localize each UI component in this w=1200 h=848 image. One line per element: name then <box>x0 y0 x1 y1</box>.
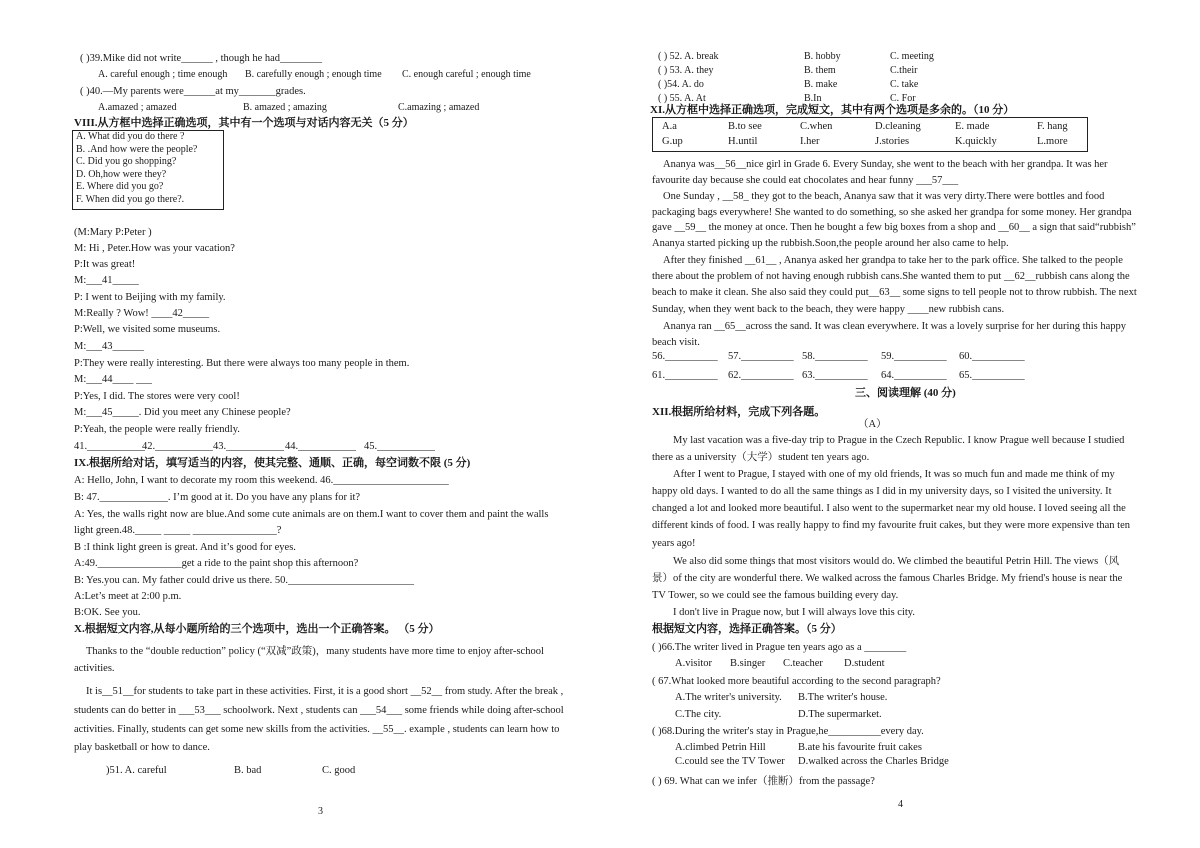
fill-line: B:OK. See you. <box>74 607 141 618</box>
fill-line[interactable]: light green.48._____ _____ ________________? <box>74 525 282 536</box>
cloze-line: It is__51__for students to take part in these activities. First, it is a good short __52__ from study. After the break , <box>86 686 564 697</box>
answer-blank-63[interactable]: 63.__________ <box>802 370 868 381</box>
word-box-option: D.cleaning <box>875 121 921 132</box>
dialogue-line: P:Yeah, the people were really friendly. <box>74 424 240 435</box>
q66-option[interactable]: A.visitor <box>675 658 713 669</box>
answer-blank-45[interactable]: 45.___________ <box>364 441 435 452</box>
q51-option-b[interactable]: B. bad <box>234 765 262 776</box>
q52-option-c[interactable]: C. meeting <box>890 51 934 62</box>
passage-11-line: One Sunday , __58_ they got to the beach, Ananya saw that it was very dirty.There were bottles and food <box>663 191 1105 202</box>
q68-option[interactable]: D.walked across the Charles Bridge <box>798 756 949 767</box>
answer-blank-62[interactable]: 62.__________ <box>728 370 794 381</box>
q54-stem: ( )54. A. do <box>658 79 704 90</box>
word-box-option: I.her <box>800 136 820 147</box>
q66-option[interactable]: B.singer <box>730 658 766 669</box>
passage-11-line: beach to make it clean. She also said they could put__63__ some signs to tell people not to throw rubbish. The next <box>652 287 1137 298</box>
passage-11-line: favourite day because she could eat chocolates and hear funny ___57___ <box>652 175 959 186</box>
answer-blank-64[interactable]: 64.__________ <box>881 370 947 381</box>
q54-option-b[interactable]: B. make <box>804 79 838 90</box>
dialogue-line: M:Really ? Wow! ____42_____ <box>74 308 210 319</box>
word-box-option: B.to see <box>728 121 762 132</box>
q67-stem: ( 67.What looked more beautiful according to the second paragraph? <box>652 676 941 687</box>
answer-blank-57[interactable]: 57.__________ <box>728 351 794 362</box>
dialogue-line: P:It was great! <box>74 259 136 270</box>
q67-option[interactable]: B.The writer's house. <box>798 692 888 703</box>
word-box-option: H.until <box>728 136 758 147</box>
q39-option-c: C. enough careful ; enough time <box>402 69 531 80</box>
cloze-line: students can do better in ___53___ schoolwork. Next , students can ___54___ some friends while doing after-school <box>74 705 564 716</box>
q40-option-a: A.amazed ; amazed <box>98 102 177 113</box>
answer-blank-65[interactable]: 65.__________ <box>959 370 1025 381</box>
fill-line[interactable]: B: Yes.you can. My father could drive us there. 50.________________________ <box>74 575 415 586</box>
page-number-left: 3 <box>318 806 323 817</box>
cloze-line: activities. <box>74 663 115 674</box>
fill-line: B :I think light green is great. And it’s good for eyes. <box>74 542 296 553</box>
dialogue-line: (M:Mary P:Peter ) <box>74 227 152 238</box>
answer-blank-41[interactable]: 41.___________ <box>74 441 145 452</box>
section-8-instruction: VIII.从方框中选择正确选项，其中有一个选项与对话内容无关（5 分） <box>74 117 414 129</box>
q68-stem: ( )68.During the writer's stay in Prague,he__________every day. <box>652 726 924 737</box>
dialogue-line: M: Hi , Peter.How was your vacation? <box>74 243 235 254</box>
q40-option-b: B. amazed ; amazing <box>243 102 327 113</box>
q68-option[interactable]: A.climbed Petrin Hill <box>675 742 766 753</box>
passage-11-line: Ananya ran __65__across the sand. It was clean everywhere. It was a lovely surprise for her during this happy <box>663 321 1127 332</box>
dialogue-line: P:They were really interesting. But there were always too many people in them. <box>74 358 410 369</box>
passage-11-line: Ananya started picking up the rubbish.Soon,the people around her also came to help. <box>652 238 1009 249</box>
q53-option-c[interactable]: C.their <box>890 65 918 76</box>
passage-11-line: there about the problem of not having enough rubbish cans.She wanted them to put __62__rubbish cans along the <box>652 271 1130 282</box>
cloze-line: Thanks to the “double reduction” policy (“双减”政策)，many students have more time to enjoy after-school <box>86 646 544 657</box>
fill-line[interactable]: B: 47._____________. I’m good at it. Do you have any plans for it? <box>74 492 361 503</box>
box8-item-d: D. Oh,how were they? <box>76 168 167 180</box>
q67-option[interactable]: D.The supermarket. <box>798 709 882 720</box>
reading-a-line: years ago! <box>652 538 696 549</box>
dialogue-line: P:Yes, I did. The stores were very cool! <box>74 391 240 402</box>
q51-stem: )51. A. careful <box>106 765 167 776</box>
word-box-option: K.quickly <box>955 136 997 147</box>
word-box-option: E. made <box>955 121 990 132</box>
reading-a-line: different kinds of food. I was really happy to find my favourite fruit cakes, but they were more expensive than ten <box>652 520 1130 531</box>
reading-a-line: there as a university（大学）student ten years ago. <box>652 452 870 463</box>
q52-stem: ( ) 52. A. break <box>658 51 719 62</box>
word-box-option: L.more <box>1037 136 1068 147</box>
reading-a-line: My last vacation was a five-day trip to Prague in the Czech Republic. I know Prague well because I studied <box>673 435 1125 446</box>
box8-item-e: E. Where did you go? <box>76 181 164 192</box>
section-10-instruction: X.根据短文内容,从每小题所给的三个选项中，选出一个正确答案。 （5 分） <box>74 623 440 635</box>
q55-stem: ( ) 55. A. At <box>658 93 706 104</box>
q39-option-a: A. careful enough ; time enough <box>98 69 228 80</box>
reading-instruction: 根据短文内容，选择正确答案。（5 分） <box>652 623 842 635</box>
fill-line[interactable]: A: Hello, John, I want to decorate my room this weekend. 46.______________________ <box>74 475 449 486</box>
box8-item-c: C. Did you go shopping? <box>76 156 177 167</box>
reading-a-line: 景）of the city are wonderful there. We walked across the famous Charles Bridge. My friend's house is near the <box>652 573 1123 584</box>
passage-11-line: Ananya was__56__nice girl in Grade 6. Every Sunday, she went to the beach with her grandpa. It was her <box>663 159 1108 170</box>
word-box-option: C.when <box>800 121 833 132</box>
answer-blank-43[interactable]: 43.___________ <box>213 441 284 452</box>
answer-blank-59[interactable]: 59.__________ <box>881 351 947 362</box>
reading-a-line: changed a lot and looked more beautiful. I also went to the supermarket near my old house. I loved seeing all the <box>652 503 1126 514</box>
dialogue-line: P: I went to Beijing with my family. <box>74 292 226 303</box>
cloze-line: play basketball or how to dance. <box>74 742 210 753</box>
q66-stem: ( )66.The writer lived in Prague ten years ago as a ________ <box>652 642 907 653</box>
answer-blank-42[interactable]: 42.___________ <box>142 441 213 452</box>
page-number-right: 4 <box>898 799 903 810</box>
section-9-instruction: IX.根据所给对话，填写适当的内容，使其完整、通顺、正确，每空词数不限 (5 分) <box>74 457 471 469</box>
passage-11-line: After they finished __61__ , Ananya asked her grandpa to take her to the park office. She talked to the people <box>663 255 1123 266</box>
passage-11-line: gave __59__ the money at once. Then he bought a few big boxes from a shop and __60__ a sign that said“rubbish” <box>652 222 1136 233</box>
answer-blank-58[interactable]: 58.__________ <box>802 351 868 362</box>
word-box-option: F. hang <box>1037 121 1068 132</box>
cloze-line: activities. Finally, students can get some new skills from the activities. __55__. example , students can learn how to <box>74 724 560 735</box>
q40-stem: ( )40.—My parents were______at my_______grades. <box>80 86 306 97</box>
dialogue-line: P:Well, we visited some museums. <box>74 324 221 335</box>
word-box-option: G.up <box>662 136 683 147</box>
fill-line[interactable]: A:49.________________get a ride to the paint shop this afternoon? <box>74 558 359 569</box>
q66-option[interactable]: C.teacher <box>783 658 823 669</box>
dialogue-line: M:___44____ ___ <box>74 374 152 385</box>
q53-stem: ( ) 53. A. they <box>658 65 714 76</box>
q51-option-c[interactable]: C. good <box>322 765 356 776</box>
q39-stem: ( )39.Mike did not write______ , though he had________ <box>80 53 323 64</box>
part-3-title: 三、阅读理解 (40 分) <box>855 387 956 399</box>
right-page <box>600 0 1200 848</box>
answer-blank-56[interactable]: 56.__________ <box>652 351 718 362</box>
reading-a-line: After I went to Prague, I stayed with one of my old friends, It was so much fun and made me think of my <box>673 469 1115 480</box>
answer-blank-60[interactable]: 60.__________ <box>959 351 1025 362</box>
q68-option[interactable]: B.ate his favourite fruit cakes <box>798 742 922 753</box>
dialogue-line: M:___41_____ <box>74 275 139 286</box>
word-box-option: A.a <box>662 121 677 132</box>
passage-11-line: Sunday, when they went back to the beach, they were happy ____new rubbish cans. <box>652 304 1005 315</box>
reading-a-line: We also did some things that most visitors would do. We climbed the beautiful Petrin Hill. The views（风 <box>673 556 1120 567</box>
reading-a-line: TV Tower, so we could see the famous building every day. <box>652 590 899 601</box>
fill-line: A: Yes, the walls right now are blue.And some cute animals are on them.I want to cover them and paint the walls <box>74 509 549 520</box>
q66-option[interactable]: D.student <box>844 658 885 669</box>
word-box-option: J.stories <box>875 136 910 147</box>
q67-option[interactable]: C.The city. <box>675 709 722 720</box>
dialogue-line: M:___45_____. Did you meet any Chinese people? <box>74 407 291 418</box>
q39-option-b: B. carefully enough ; enough time <box>245 69 382 80</box>
passage-11-line: beach visit. <box>652 337 700 348</box>
dialogue-line: M:___43______ <box>74 341 145 352</box>
reading-a-line: I don't live in Prague now, but I will always love this city. <box>673 607 915 618</box>
q68-option[interactable]: C.could see the TV Tower <box>675 756 785 767</box>
q55-option-c[interactable]: C. For <box>890 93 916 104</box>
box8-item-f: F. When did you go there?. <box>76 193 185 205</box>
q54-option-c[interactable]: C. take <box>890 79 919 90</box>
q67-option[interactable]: A.The writer's university. <box>675 692 782 703</box>
reading-a-line: happy old days. I wanted to do all the same things as I did in my university days, so I visited the university. It <box>652 486 1112 497</box>
q55-option-b[interactable]: B.In <box>804 93 822 104</box>
answer-blank-44[interactable]: 44.___________ <box>285 441 356 452</box>
q52-option-b[interactable]: B. hobby <box>804 51 841 62</box>
q40-option-c: C.amazing ; amazed <box>398 102 480 113</box>
box8-item-a: A. What did you do there ? <box>76 131 185 142</box>
box8-item-b: B. .And how were the people? <box>76 143 198 155</box>
passage-a-label: （A） <box>858 419 887 430</box>
q53-option-b[interactable]: B. them <box>804 65 836 76</box>
word-box-11 <box>652 117 1088 152</box>
section-11-instruction: XI.从方框中选择正确选项，完成短文，其中有两个选项是多余的。（10 分） <box>650 104 1015 116</box>
answer-blank-61[interactable]: 61.__________ <box>652 370 718 381</box>
section-12-instruction: XII.根据所给材料，完成下列各题。 <box>652 406 826 418</box>
fill-line: A:Let’s meet at 2:00 p.m. <box>74 591 182 602</box>
passage-11-line: packaging bags everywhere! She wanted to do something, so she asked her grandpa for some money. Her grandpa <box>652 207 1132 218</box>
q69-stem: ( ) 69. What can we infer（推断）from the passage? <box>652 776 875 787</box>
